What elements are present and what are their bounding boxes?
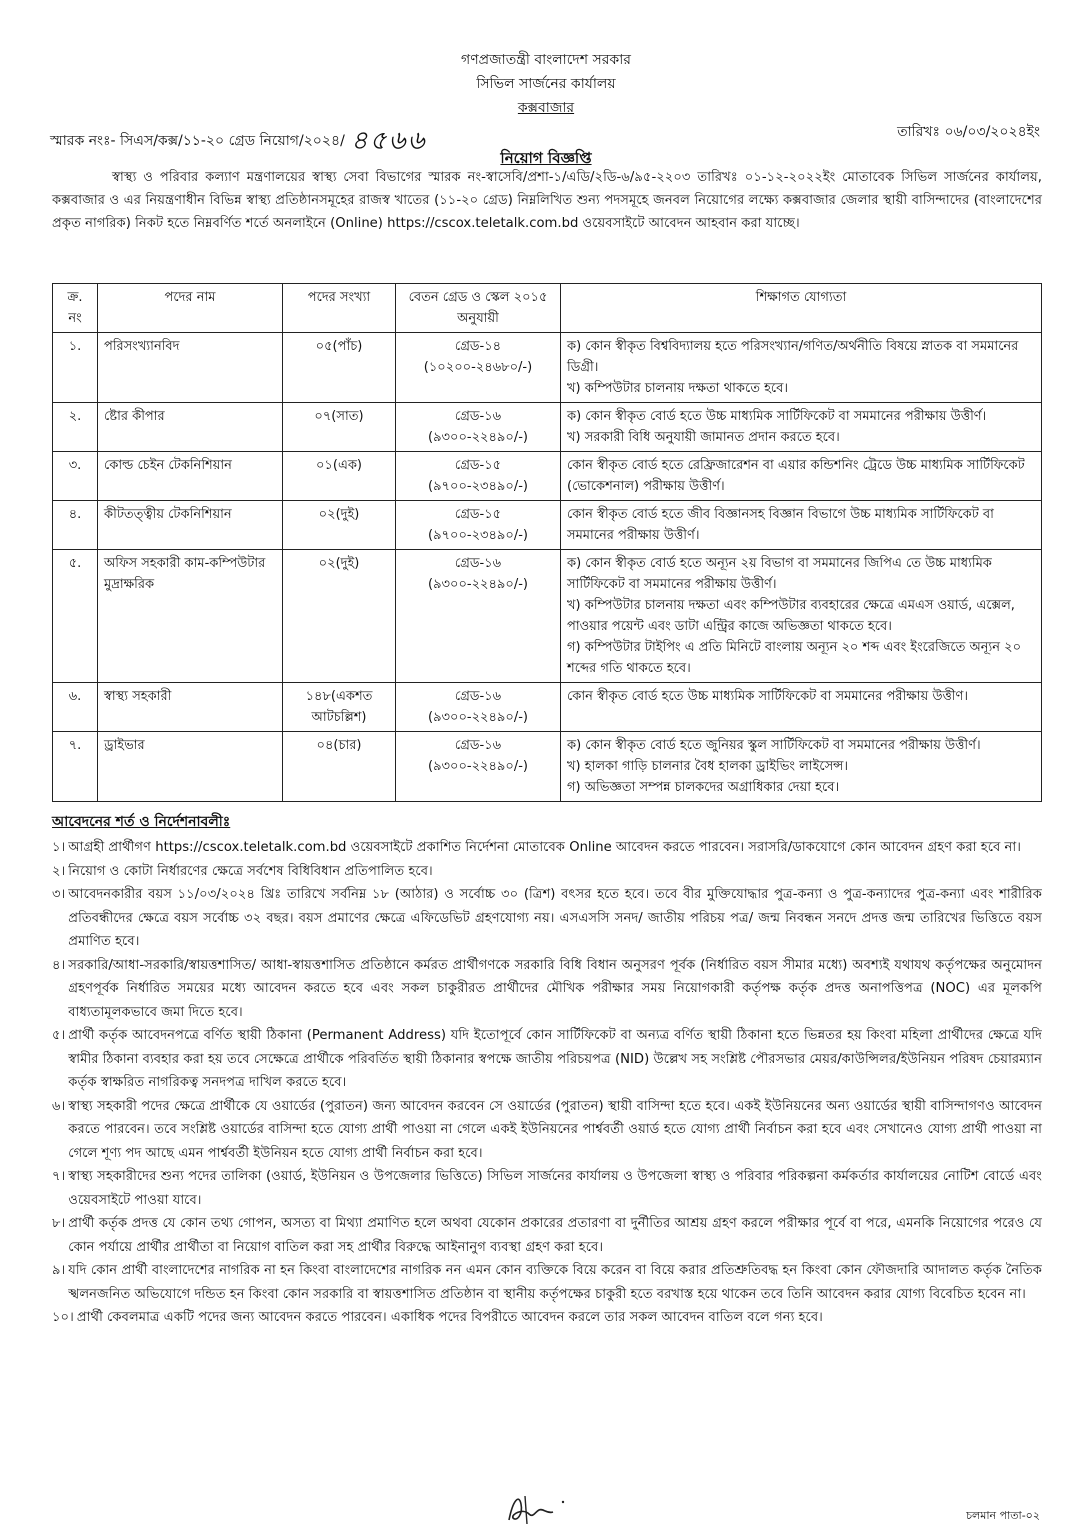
- row-serial: ৬.: [53, 683, 98, 732]
- table-row: [53, 403, 1042, 452]
- qualification-item: খ) কম্পিউটার চালনায় দক্ষতা এবং কম্পিউটার ব্যবহারের ক্ষেত্রে এমএস ওয়ার্ড, এক্সেল, পাওয়ার পয়েন্ট এবং ডাটা এন্ট্রির কাজে অভিজ্ঞতা থাকতে হবে।: [567, 598, 1015, 634]
- row-grade: গ্রেড-১৬: [454, 689, 502, 704]
- condition-number: ২।: [52, 863, 66, 879]
- row-qualifications: [561, 452, 1042, 501]
- row-grade: গ্রেড-১৫: [454, 507, 502, 522]
- condition-item: [52, 1024, 1042, 1095]
- row-qualifications: [561, 333, 1042, 403]
- row-serial: ৭.: [53, 732, 98, 802]
- row-grade: গ্রেড-১৪: [454, 339, 502, 354]
- condition-item: [52, 1165, 1042, 1212]
- conditions-list: [52, 836, 1042, 1330]
- row-serial: ১.: [53, 333, 98, 403]
- condition-item: [52, 836, 1042, 860]
- row-serial: ৫.: [53, 550, 98, 683]
- header-serial: ক্র. নং: [53, 284, 98, 333]
- row-grade: গ্রেড-১৬: [454, 409, 502, 424]
- row-post-name: ড্রাইভার: [98, 732, 283, 802]
- row-post-count: ০৭(সাত): [283, 403, 396, 452]
- govt-header: গণপ্রজাতন্ত্রী বাংলাদেশ সরকার: [461, 52, 631, 68]
- qualification-item: গ) কম্পিউটার টাইপিং এ প্রতি মিনিটে বাংলায় অন্যূন ২০ শব্দ এবং ইংরেজিতে অন্যূন ২০ শব্দের গতি থাকতে হবে।: [567, 640, 1022, 676]
- condition-text: স্বাস্থ্য সহকারী পদের ক্ষেত্রে প্রার্থীকে যে ওয়ার্ডের (পুরাতন) জন্য আবেদন করবেন সে ওয়ার্ডের (পুরাতন) স্থায়ী বাসিন্দা হতে হবে। একই ইউনিয়নের অন্য ওয়ার্ডের স্থায়ী বাসিন্দাগণও আবেদন করতে পারবেন। তবে সংশ্লিষ্ট ওয়ার্ডের বাসিন্দা হতে যোগ্য প্রার্থী পাওয়া না গেলে একই ইউনিয়নের পার্শ্ববর্তী ওয়ার্ড হতে যোগ্য প্রার্থী নির্বাচন করা হবে এবং সেখানেও যোগ্য প্রার্থী পাওয়া না গেলে শূণ্য পদ আছে এমন পার্শ্ববর্তী ইউনিয়ন হতে যোগ্য প্রার্থী নির্বাচন করা হবে।: [68, 1098, 1042, 1161]
- qualification-item: খ) কম্পিউটার চালনায় দক্ষতা থাকতে হবে।: [567, 381, 789, 396]
- condition-number: ৯।: [52, 1263, 66, 1278]
- row-grade-scale: [396, 333, 561, 403]
- condition-text: আবেদনকারীর বয়স ১১/০৩/২০২৪ খ্রিঃ তারিখে সর্বনিম্ন ১৮ (আঠার) ও সর্বোচ্চ ৩০ (ত্রিশ) বৎসর হতে হবে। তবে বীর মুক্তিযোদ্ধার পুত্র-কন্যা ও পুত্র-কন্যাদের পুত্র-কন্যা এবং শারীরিক প্রতিবন্ধীদের ক্ষেত্রে বয়স সর্বোচ্চ ৩২ বছর। বয়স প্রমাণের ক্ষেত্রে এফিডেভিট গ্রহণযোগ্য নয়। এসএসসি সনদ/ জাতীয় পরিচয় পত্র/ জন্ম নিবন্ধন সনদে প্রদত্ত জন্ম তারিখের ভিত্তিতে বয়স প্রমাণিত হবে।: [68, 887, 1042, 949]
- posts-table-body: [53, 333, 1042, 802]
- qualification-item: গ) অভিজ্ঞতা সম্পন্ন চালকদের অগ্রাধিকার দেয়া হবে।: [567, 780, 840, 795]
- condition-text: যদি কোন প্রার্থী বাংলাদেশের নাগরিক না হন কিংবা বাংলাদেশের নাগরিক নন এমন কোন ব্যক্তিকে বিয়ে করেন বা বিয়ে করার প্রতিশ্রুতিবদ্ধ হন কিংবা কোন ফৌজদারি আদালত কর্তৃক নৈতিক স্খলনজনিত অভিযোগে দন্ডিত হন কিংবা কোন সরকারি বা স্বায়ত্তশাসিত প্রতিষ্ঠান বা স্থানীয় কর্তৃপক্ষের চাকুরী হতে বরখাস্ত হয়ে থাকেন তবে তিনি আবেদন করার যোগ্য বিবেচিত হবেন না।: [68, 1263, 1042, 1302]
- condition-number: ৫।: [52, 1028, 66, 1043]
- condition-number: ৬।: [52, 1098, 66, 1114]
- condition-item: [52, 954, 1042, 1025]
- row-post-name: পরিসংখ্যানবিদ: [98, 333, 283, 403]
- qualification-item: ক) কোন স্বীকৃত বোর্ড হতে উচ্চ মাধ্যমিক সার্টিফিকেট বা সমমানের পরীক্ষায় উত্তীর্ণ।: [567, 409, 987, 424]
- row-post-name: কীটতত্ত্বীয় টেকনিশিয়ান: [98, 501, 283, 550]
- memo-handwritten-number: ৪৫৬৬: [350, 126, 427, 156]
- header-grade: বেতন গ্রেড ও স্কেল ২০১৫ অনুযায়ী: [396, 284, 561, 333]
- continued-page-note: চলমান পাতা-০২: [966, 1509, 1040, 1522]
- qualification-item: কোন স্বীকৃত বোর্ড হতে জীব বিজ্ঞানসহ বিজ্ঞান বিভাগে উচ্চ মাধ্যমিক সার্টিফিকেট বা সমমানের পরীক্ষায় উত্তীর্ণ।: [567, 507, 994, 543]
- table-row: [53, 550, 1042, 683]
- header-post: পদের নাম: [98, 284, 283, 333]
- row-scale: (৯৭০০-২৩৪৯০/-): [428, 479, 528, 494]
- header-count: পদের সংখ্যা: [283, 284, 396, 333]
- row-post-count: ০৫(পাঁচ): [283, 333, 396, 403]
- condition-text: সরকারি/আধা-সরকারি/স্বায়ত্তশাসিত/ আধা-স্বায়ত্তশাসিত প্রতিষ্ঠানে কর্মরত প্রার্থীগণকে সরকারি বিধি বিধান অনুসরণ পূর্বক (নির্ধারিত বয়স সীমার মধ্যে) অবশ্যই যথাযথ কর্তৃপক্ষের অনুমোদন গ্রহণপূর্বক নির্ধারিত সময়ের মধ্যে আবেদন করতে হবে এবং সকল চাকুরীরত প্রার্থীদের মৌখিক পরীক্ষার সময় নিয়োগকারী কর্তৃপক্ষ কর্তৃক প্রদত্ত অনাপত্তিপত্র (NOC) এর মূলকপি বাধ্যতামূলকভাবে জমা দিতে হবে।: [68, 957, 1042, 1020]
- condition-number: ১০।: [52, 1310, 74, 1325]
- posts-table: [52, 283, 1042, 802]
- notice-title: নিয়োগ বিজ্ঞপ্তি: [500, 149, 592, 167]
- signature: [503, 1490, 573, 1526]
- row-scale: (৯৭০০-২৩৪৯০/-): [428, 528, 528, 543]
- row-qualifications: [561, 683, 1042, 732]
- condition-text: প্রার্থী কর্তৃক প্রদত্ত যে কোন তথ্য গোপন, অসত্য বা মিথ্যা প্রমাণিত হলে অথবা যেকোন প্রকারের প্রতারণা বা দুর্নীতির আশ্রয় গ্রহণ করলে পরীক্ষার পূর্বে বা পরে, এমনকি নিয়োগের পরেও যে কোন পর্যায়ে প্রার্থীর প্রার্থীতা বা নিয়োগ বাতিল করা সহ প্রার্থীর বিরুদ্ধে আইনানুগ ব্যবস্থা গ্রহণ করা হবে।: [68, 1216, 1042, 1255]
- row-post-count: ০৪(চার): [283, 732, 396, 802]
- row-post-count: ১৪৮(একশত আটচল্লিশ): [283, 683, 396, 732]
- header-qualification: শিক্ষাগত যোগ্যতা: [561, 284, 1042, 333]
- condition-text: প্রার্থী কেবলমাত্র একটি পদের জন্য আবেদন করতে পারবেন। একাধিক পদের বিপরীতে আবেদন করলে তার সকল আবেদন বাতিল বলে গন্য হবে।: [76, 1310, 823, 1325]
- condition-item: [52, 1259, 1042, 1306]
- row-qualifications: [561, 550, 1042, 683]
- row-grade: গ্রেড-১৬: [454, 738, 502, 753]
- office-header: সিভিল সার্জনের কার্যালয়: [476, 76, 616, 92]
- qualification-item: ক) কোন স্বীকৃত বিশ্ববিদ্যালয় হতে পরিসংখ্যান/গণিত/অর্থনীতি বিষয়ে স্নাতক বা সমমানের ডিগ্রী।: [567, 339, 1019, 375]
- qualification-item: খ) সরকারী বিধি অনুযায়ী জামানত প্রদান করতে হবে।: [567, 430, 840, 445]
- condition-number: ১।: [52, 840, 66, 855]
- row-grade-scale: [396, 452, 561, 501]
- condition-item: [52, 1212, 1042, 1259]
- memo-row: [50, 120, 1040, 156]
- memo-prefix: স্মারক নংঃ- সিএস/কক্স/১১-২০ গ্রেড নিয়োগ/২০২৪/: [50, 133, 345, 149]
- row-qualifications: [561, 403, 1042, 452]
- row-post-name: স্বাস্থ্য সহকারী: [98, 683, 283, 732]
- row-scale: (৯৩০০-২২৪৯০/-): [428, 759, 528, 774]
- conditions-title: আবেদনের শর্ত ও নির্দেশনাবলীঃ: [52, 814, 231, 830]
- condition-text: স্বাস্থ্য সহকারীদের শুন্য পদের তালিকা (ওয়ার্ড, ইউনিয়ন ও উপজেলার ভিত্তিতে) সিভিল সার্জনের কার্যালয় ও উপজেলা স্বাস্থ্য ও পরিবার পরিকল্পনা কর্মকর্তার কার্যালয়ের নোটিশ বোর্ডে এবং ওয়েবসাইটে পাওয়া যাবে।: [68, 1169, 1042, 1208]
- condition-item: [52, 883, 1042, 954]
- row-scale: (৯৩০০-২২৪৯০/-): [428, 577, 528, 592]
- row-grade-scale: [396, 683, 561, 732]
- row-post-count: ০২(দুই): [283, 550, 396, 683]
- row-grade-scale: [396, 403, 561, 452]
- row-serial: ৩.: [53, 452, 98, 501]
- table-row: [53, 333, 1042, 403]
- row-scale: (৯৩০০-২২৪৯০/-): [428, 710, 528, 725]
- row-post-count: ০১(এক): [283, 452, 396, 501]
- qualification-item: কোন স্বীকৃত বোর্ড হতে উচ্চ মাধ্যমিক সার্টিফিকেট বা সমমানের পরীক্ষায় উত্তীণ।: [567, 689, 969, 704]
- row-grade-scale: [396, 501, 561, 550]
- row-qualifications: [561, 732, 1042, 802]
- table-header-row: [53, 284, 1042, 333]
- condition-number: ৪।: [52, 957, 66, 973]
- condition-number: ৭।: [52, 1169, 66, 1184]
- table-row: [53, 501, 1042, 550]
- condition-item: [52, 860, 1042, 884]
- qualification-item: ক) কোন স্বীকৃত বোর্ড হতে জুনিয়র স্কুল সার্টিফিকেট বা সমমানের পরীক্ষায় উত্তীর্ণ।: [567, 738, 981, 753]
- district-header: কক্সবাজার: [517, 100, 575, 116]
- condition-text: আগ্রহী প্রার্থীগণ https://cscox.teletalk.com.bd ওয়েবসাইটে প্রকাশিত নির্দেশনা মোতাবেক Online আবেদন করতে পারবেন। সরাসরি/ডাকযোগে কোন আবেদন গ্রহণ করা হবে না।: [68, 840, 1021, 855]
- condition-number: ৩।: [52, 887, 66, 902]
- row-grade: গ্রেড-১৬: [454, 556, 502, 571]
- row-post-name: অফিস সহকারী কাম-কম্পিউটার মুদ্রাক্ষরিক: [98, 550, 283, 683]
- row-serial: ২.: [53, 403, 98, 452]
- condition-number: ৮।: [52, 1216, 66, 1231]
- row-grade-scale: [396, 732, 561, 802]
- qualification-item: খ) হালকা গাড়ি চালনার বৈধ হালকা ড্রাইভিং লাইসেন্স।: [567, 759, 849, 774]
- row-scale: (১০২০০-২৪৬৮০/-): [423, 360, 533, 375]
- row-grade-scale: [396, 550, 561, 683]
- row-qualifications: [561, 501, 1042, 550]
- qualification-item: ক) কোন স্বীকৃত বোর্ড হতে অন্যূন ২য় বিভাগ বা সমমানের জিপিএ তে উচ্চ মাধ্যমিক সার্টিফিকেট বা সমমানের পরীক্ষায় উত্তীর্ণ।: [567, 556, 992, 592]
- condition-text: প্রার্থী কর্তৃক আবেদনপত্রে বর্ণিত স্থায়ী ঠিকানা (Permanent Address) যদি ইতোপূর্বে কোন সার্টিফিকেট বা অন্যত্র বর্ণিত স্থায়ী ঠিকানা হতে ভিন্নতর হয় কিংবা মহিলা প্রার্থীদের ক্ষেত্রে যদি স্বামীর ঠিকানা ব্যবহার করা হয় তবে সেক্ষেত্রে প্রার্থীকে পরিবর্তিত স্থায়ী ঠিকানার স্বপক্ষে জাতীয় পরিচয়পত্র (NID) উল্লেখ সহ সংশ্লিষ্ট পৌরসভার মেয়র/কাউন্সিলর/ইউনিয়ন পরিষদ চেয়ারম্যান কর্তৃক স্বাক্ষরিত নাগরিকত্ব সনদপত্র দাখিল করতে হবে।: [68, 1028, 1042, 1090]
- table-row: [53, 683, 1042, 732]
- condition-item: [52, 1306, 1042, 1330]
- row-post-name: কোল্ড চেইন টেকনিশিয়ান: [98, 452, 283, 501]
- row-serial: ৪.: [53, 501, 98, 550]
- condition-item: [52, 1095, 1042, 1166]
- row-grade: গ্রেড-১৫: [454, 458, 502, 473]
- row-scale: (৯৩০০-২২৪৯০/-): [428, 430, 528, 445]
- intro-paragraph: স্বাস্থ্য ও পরিবার কল্যাণ মন্ত্রণালয়ের স্বাস্থ্য সেবা বিভাগের স্মারক নং-স্বাসেবি/প্রশা-১/এডি/২ডি-৬/৯৫-২২০৩ তারিখঃ ০১-১২-২০২২ইং মোতাবেক সিভিল সার্জনের কার্যালয়, কক্সবাজার ও এর নিয়ন্ত্রণাধীন বিভিন্ন স্বাস্থ্য প্রতিষ্ঠানসমূহের রাজস্ব খাতের (১১-২০ গ্রেড) নিম্নলিখিত শুন্য পদসমূহে জনবল নিয়োগের লক্ষ্যে কক্সবাজার জেলার স্থায়ী বাসিন্দাদের (বাংলাদেশের প্রকৃত নাগরিক) নিকট হতে নিম্নবর্ণিত শর্তে অনলাইনে (Online) https://cscox.teletalk.com.bd ওয়েবসাইটে আবেদন আহবান করা যাচ্ছে।: [52, 170, 1042, 231]
- memo-date: তারিখঃ ০৬/০৩/২০২৪ইং: [897, 124, 1040, 140]
- table-row: [53, 452, 1042, 501]
- qualification-item: কোন স্বীকৃত বোর্ড হতে রেফ্রিজারেশন বা এয়ার কন্ডিশনিং ট্রেডে উচ্চ মাধ্যমিক সার্টিফিকেট (ভোকেশনাল) পরীক্ষায় উত্তীর্ণ।: [567, 458, 1025, 494]
- row-post-name: ষ্টোর কীপার: [98, 403, 283, 452]
- condition-text: নিয়োগ ও কোটা নির্ধারণের ক্ষেত্রে সর্বশেষ বিধিবিধান প্রতিপালিত হবে।: [68, 863, 433, 879]
- row-post-count: ০২(দুই): [283, 501, 396, 550]
- table-row: [53, 732, 1042, 802]
